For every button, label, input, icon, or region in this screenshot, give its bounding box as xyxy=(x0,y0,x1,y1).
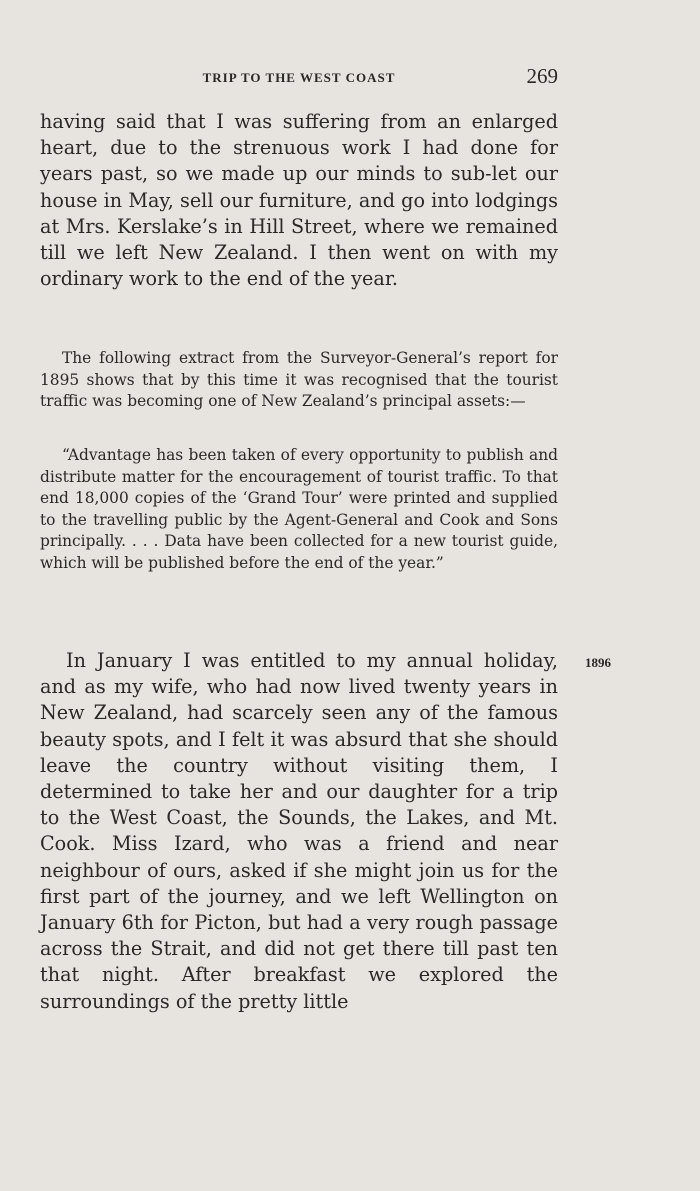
paragraph-continued: having said that I was suffering from an enlarged heart, due to the strenuous work I had done for years past, so we made up our minds to sub-let our house in May, sell our furniture, and go into lodgings at Mrs. Kerslake’s in Hill Street, where we remained till we left New Zealand. I then went on with my ordinary work to the end of the year. xyxy=(40,110,558,291)
margin-year-note: 1896 xyxy=(585,655,611,670)
paragraph-january-holiday: In January I was entitled to my annual holiday, and as my wife, who had now lived twenty years in New Zealand, had scarcely seen any of the famous beauty spots, and I felt it was absurd that she should leave the country without visiting them, I determined to take her and our daughter for a trip to the West Coast, the Sounds, the Lakes, and Mt. Cook. Miss Izard, who was a friend and near neighbour of ours, asked if she might join us for the first part of the journey, and we left Wellington on January 6th for Picton, but had a very rough passage across the Strait, and did not get there till past ten that night. After breakfast we explored the surroundings of the pretty little xyxy=(40,649,558,1013)
paragraph-extract-intro: The following extract from the Surveyor-General’s report for 1895 shows that by this time it was recognised that the tourist traffic was becoming one of New Zealand’s principal assets:— xyxy=(40,349,558,410)
running-title: TRIP TO THE WEST COAST xyxy=(202,70,396,85)
page-number: 269 xyxy=(526,64,558,88)
running-head xyxy=(40,62,558,92)
paragraph-quotation: “Advantage has been taken of every opportunity to publish and distribute matter for the encouragement of tourist traffic. To that end 18,000 copies of the ‘Grand Tour’ were printed and supplied to the travelling public by the Agent-General and Cook and Sons principally. . . . Data have been collected for a new tourist guide, which will be published before the end of the year.” xyxy=(40,446,558,572)
